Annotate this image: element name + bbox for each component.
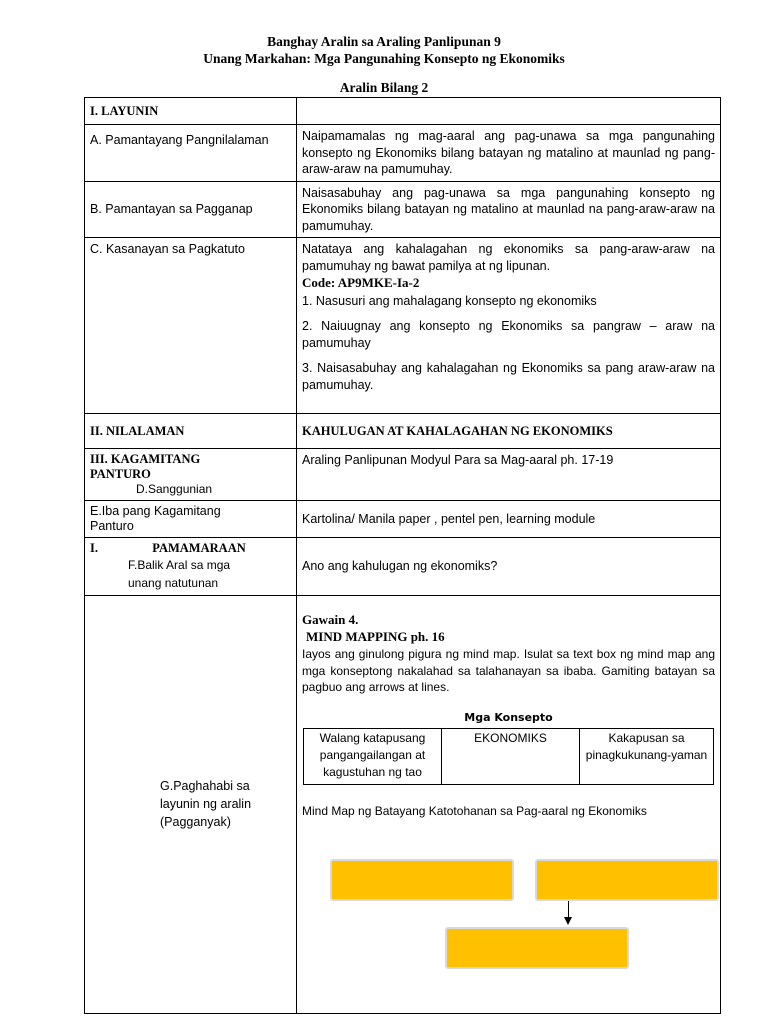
pamantayan-sa-pagganap-label: B. Pamantayan sa Pagganap: [85, 181, 297, 238]
layunin-heading: I. LAYUNIN: [85, 98, 297, 125]
kasanayan-sa-pagkatuto-label: C. Kasanayan sa Pagkatuto: [85, 238, 297, 414]
objective-item-1: 1. Nasusuri ang mahalagang konsepto ng ekonomiks: [302, 293, 597, 308]
sanggunian-text: Araling Panlipunan Modyul Para sa Mag-aaral ph. 17-19: [297, 449, 721, 501]
mindmap-box-2[interactable]: [535, 859, 719, 901]
konsepto-cell-1: Walang katapusang pangangailangan at kagustuhan ng tao: [304, 729, 442, 785]
empty-cell: [297, 98, 721, 125]
gawain-instructions: Iayos ang ginulong pigura ng mind map. Isulat sa text box ng mind map ang mga konseptong nakalahad sa talahanayan sa ibaba. Gamiting batayan sa pagbuo ang arrows at lines.: [302, 647, 715, 694]
konsepto-table: [303, 728, 714, 785]
nilalaman-title: KAHULUGAN AT KAHALAGAHAN NG EKONOMIKS: [297, 414, 721, 449]
paghahabi-label: G.Paghahabi sa layunin ng aralin (Pagganyak): [85, 596, 297, 1014]
konsepto-cell-3: Kakapusan sa pinagkukunang-yaman: [580, 729, 714, 785]
mindmap-box-1[interactable]: [330, 859, 514, 901]
iba-pang-kagamitan-label: E.Iba pang Kagamitang Panturo: [85, 501, 297, 538]
table-row: [85, 501, 721, 538]
pamamaraan-heading: I. PAMAMARAAN: [90, 541, 246, 555]
kagamitan-heading: III. KAGAMITANG PANTURO: [90, 452, 201, 481]
objective-item-2: 2. Naiuugnay ang konsepto ng Ekonomiks sa pangraw – araw na pamumuhay: [302, 319, 715, 350]
mindmap-box-3[interactable]: [445, 927, 629, 969]
konsepto-cell-2: EKONOMIKS: [442, 729, 580, 785]
lesson-plan-table: [84, 97, 721, 1014]
table-row: [85, 181, 721, 238]
iba-pang-kagamitan-text: Kartolina/ Manila paper , pentel pen, learning module: [297, 501, 721, 538]
konsepto-table-title: Mga Konsepto: [464, 710, 553, 724]
gawain-cell: [297, 596, 721, 1014]
sanggunian-label: D.Sanggunian: [136, 482, 213, 496]
kasanayan-sa-pagkatuto-cell: [297, 238, 721, 414]
table-row: [85, 238, 721, 414]
kagamitan-heading-cell: [85, 449, 297, 501]
kasanayan-text: Natataya ang kahalagahan ng ekonomiks sa pang-araw-araw na pamumuhay ng bawat pamilya at ng lipunan.: [302, 242, 715, 273]
table-row: [85, 449, 721, 501]
pamantayang-pangnilalaman-label: A. Pamantayang Pangnilalaman: [85, 125, 297, 182]
nilalaman-heading: II. NILALAMAN: [85, 414, 297, 449]
lesson-number: Aralin Bilang 2: [339, 80, 429, 95]
gawain-subtitle: MIND MAPPING ph. 16: [306, 628, 445, 644]
table-row: [304, 729, 714, 785]
table-row: [85, 98, 721, 125]
balik-aral-text: Ano ang kahulugan ng ekonomiks?: [297, 538, 721, 596]
mindmap-diagram: [302, 820, 715, 1010]
pamamaraan-cell: [85, 538, 297, 596]
table-row: [85, 125, 721, 182]
arrow-down-icon: [564, 917, 572, 925]
table-row: [85, 596, 721, 1014]
document-title: Banghay Aralin sa Araling Panlipunan 9: [267, 34, 501, 49]
pamantayan-sa-pagganap-text: Naisasabuhay ang pag-unawa sa mga pangunahing konsepto ng Ekonomiks bilang batayan ng matalino at maunlad na pang-araw-araw na pamumuhay.: [297, 181, 721, 238]
document-subtitle: Unang Markahan: Mga Pangunahing Konsepto ng Ekonomiks: [203, 51, 565, 66]
learning-code: Code: AP9MKE-Ia-2: [302, 275, 420, 290]
balik-aral-label: F.Balik Aral sa mga unang natutunan: [128, 558, 231, 590]
mindmap-caption: Mind Map ng Batayang Katotohanan sa Pag-aaral ng Ekonomiks: [302, 804, 647, 818]
objective-item-3: 3. Naisasabuhay ang kahalagahan ng Ekonomiks sa pang araw-araw na pamumuhay.: [302, 361, 715, 392]
pamantayang-pangnilalaman-text: Naipamamalas ng mag-aaral ang pag-unawa sa mga pangunahing konsepto ng Ekonomiks bilang batayan ng matalino at maunlad ng pang-araw-araw na pamumuhay.: [297, 125, 721, 182]
gawain-title: Gawain 4.: [302, 612, 359, 627]
table-row: [85, 414, 721, 449]
table-row: [85, 538, 721, 596]
